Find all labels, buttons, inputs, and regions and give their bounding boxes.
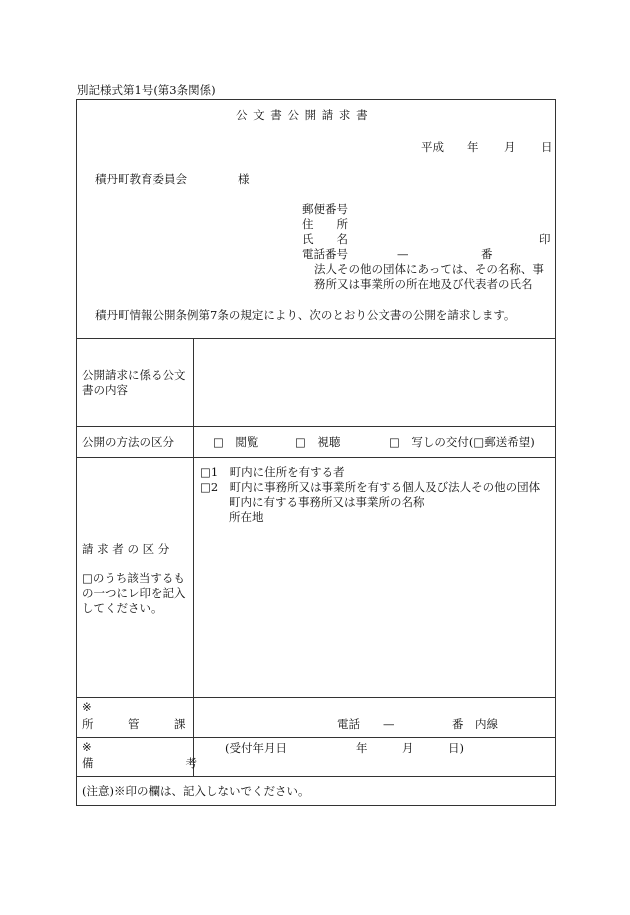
address-label: 住 所 bbox=[302, 217, 348, 231]
divider bbox=[76, 338, 556, 339]
name-label: 氏 名 bbox=[302, 232, 348, 246]
date-day: 日 bbox=[541, 140, 553, 154]
divider bbox=[76, 697, 556, 698]
form-title: 公 文 書 公 開 請 求 書 bbox=[236, 108, 369, 122]
notice-text: (注意)※印の欄は、記入しないでください。 bbox=[82, 784, 310, 798]
business-name-label: 町内に有する事務所又は事業所の名称 bbox=[229, 495, 425, 509]
category-note: してください。 bbox=[82, 601, 163, 615]
phone-label: 電話番号 bbox=[302, 247, 348, 261]
receipt-date: (受付年月日 年 月 日) bbox=[225, 741, 464, 755]
category-option-resident[interactable]: □1 町内に住所を有する者 bbox=[200, 465, 345, 479]
divider bbox=[76, 737, 556, 738]
business-location-label: 所在地 bbox=[229, 510, 264, 524]
category-note: □のうち該当するも bbox=[82, 571, 185, 585]
office-mark: ※ bbox=[82, 700, 92, 714]
content-label: 書の内容 bbox=[82, 383, 128, 397]
phone-dash: — bbox=[397, 247, 409, 261]
corporation-note: 務所又は事業所の所在地及び代表者の氏名 bbox=[314, 277, 533, 291]
phone-number-suffix: 番 bbox=[481, 247, 493, 261]
content-label: 公開請求に係る公文 bbox=[82, 368, 186, 382]
office-label: 所 管 課 bbox=[82, 717, 186, 731]
office-phone: 電話 — 番 内線 bbox=[337, 717, 498, 731]
request-statement: 積丹町情報公開条例第7条の規定により、次のとおり公文書の公開を請求します。 bbox=[95, 308, 516, 322]
remarks-label: 備 考 bbox=[82, 756, 197, 770]
column-divider bbox=[193, 338, 194, 776]
seal-mark: 印 bbox=[539, 232, 551, 246]
remarks-mark: ※ bbox=[82, 740, 92, 754]
divider bbox=[76, 776, 556, 777]
corporation-note: 法人その他の団体にあっては、その名称、事 bbox=[314, 262, 544, 276]
method-option-viewing[interactable]: □ 閲覧 bbox=[213, 435, 259, 449]
addressee-honorific: 様 bbox=[238, 172, 250, 186]
content-field[interactable] bbox=[195, 340, 553, 424]
date-year: 年 bbox=[467, 140, 479, 154]
addressee-name: 積丹町教育委員会 bbox=[95, 172, 187, 186]
divider bbox=[76, 457, 556, 458]
date-era: 平成 bbox=[421, 140, 444, 154]
form-number: 別記様式第1号(第3条関係) bbox=[77, 83, 216, 97]
method-option-listening[interactable]: □ 視聴 bbox=[295, 435, 341, 449]
postal-code-label: 郵便番号 bbox=[302, 202, 348, 216]
category-label: 請 求 者 の 区 分 bbox=[82, 542, 170, 556]
method-label: 公開の方法の区分 bbox=[82, 435, 174, 449]
category-option-business[interactable]: □2 町内に事務所又は事業所を有する個人及び法人その他の団体 bbox=[200, 480, 541, 494]
date-month: 月 bbox=[504, 140, 516, 154]
method-option-copy[interactable]: □ 写しの交付(□郵送希望) bbox=[389, 435, 535, 449]
category-note: の一つにレ印を記入 bbox=[82, 586, 186, 600]
divider bbox=[76, 426, 556, 427]
